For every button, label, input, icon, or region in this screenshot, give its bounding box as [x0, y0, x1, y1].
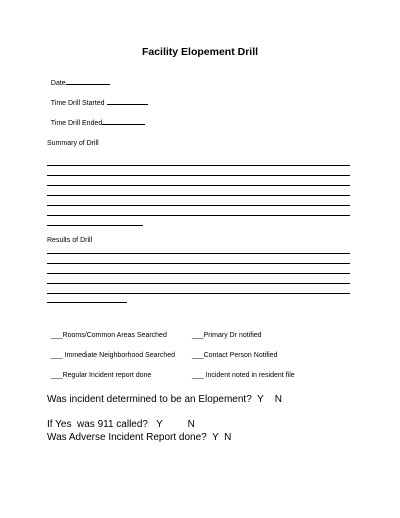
- question-911-called: If Yes was 911 called? Y N: [47, 419, 195, 430]
- check-incident-noted-file[interactable]: [188, 365, 295, 379]
- results-label: Results of Drill: [47, 237, 93, 244]
- summary-line: [47, 205, 350, 206]
- check-label: Immediate Neighborhood Searched: [62, 352, 176, 359]
- check-contact-person-notified[interactable]: [188, 345, 278, 359]
- check-label: Regular Incident report done: [62, 372, 152, 379]
- summary-line: [47, 215, 350, 216]
- form-title: Facility Elopement Drill: [141, 46, 259, 58]
- results-line: [47, 263, 350, 264]
- results-line: [47, 283, 350, 284]
- check-blank[interactable]: ___: [50, 372, 63, 379]
- check-blank[interactable]: ___: [50, 332, 63, 339]
- check-blank[interactable]: ___: [50, 352, 63, 359]
- check-incident-report-done[interactable]: [47, 365, 151, 379]
- time-ended-input-line[interactable]: [102, 117, 145, 125]
- date-label: Date: [50, 80, 66, 87]
- check-label: Primary Dr notified: [203, 332, 262, 339]
- date-field: [47, 70, 110, 87]
- check-neighborhood-searched[interactable]: [47, 345, 175, 359]
- check-blank[interactable]: ___: [191, 372, 204, 379]
- check-primary-dr-notified[interactable]: [188, 325, 262, 339]
- check-blank[interactable]: ___: [191, 352, 204, 359]
- summary-line: [47, 195, 350, 196]
- summary-label: Summary of Drill: [47, 140, 99, 147]
- time-started-field: [47, 90, 148, 107]
- summary-line: [47, 175, 350, 176]
- summary-line: [47, 165, 350, 166]
- results-line: [47, 293, 350, 294]
- results-line: [47, 273, 350, 274]
- check-rooms-searched[interactable]: [47, 325, 167, 339]
- summary-line: [47, 185, 350, 186]
- time-started-input-line[interactable]: [107, 97, 148, 105]
- date-input-line[interactable]: [66, 77, 110, 85]
- results-line-short: [47, 302, 127, 303]
- time-ended-label: Time Drill Ended: [50, 120, 103, 127]
- summary-line-short: [47, 225, 143, 226]
- check-blank[interactable]: ___: [191, 332, 204, 339]
- check-label: Contact Person Notified: [203, 352, 278, 359]
- check-label: Rooms/Common Areas Searched: [62, 332, 167, 339]
- question-elopement: Was incident determined to be an Elopement? Y N: [47, 394, 282, 405]
- results-line: [47, 253, 350, 254]
- time-ended-field: [47, 110, 145, 127]
- question-adverse-report: Was Adverse Incident Report done? Y N: [47, 432, 232, 443]
- check-label: Incident noted in resident file: [203, 372, 295, 379]
- time-started-label: Time Drill Started: [50, 100, 105, 107]
